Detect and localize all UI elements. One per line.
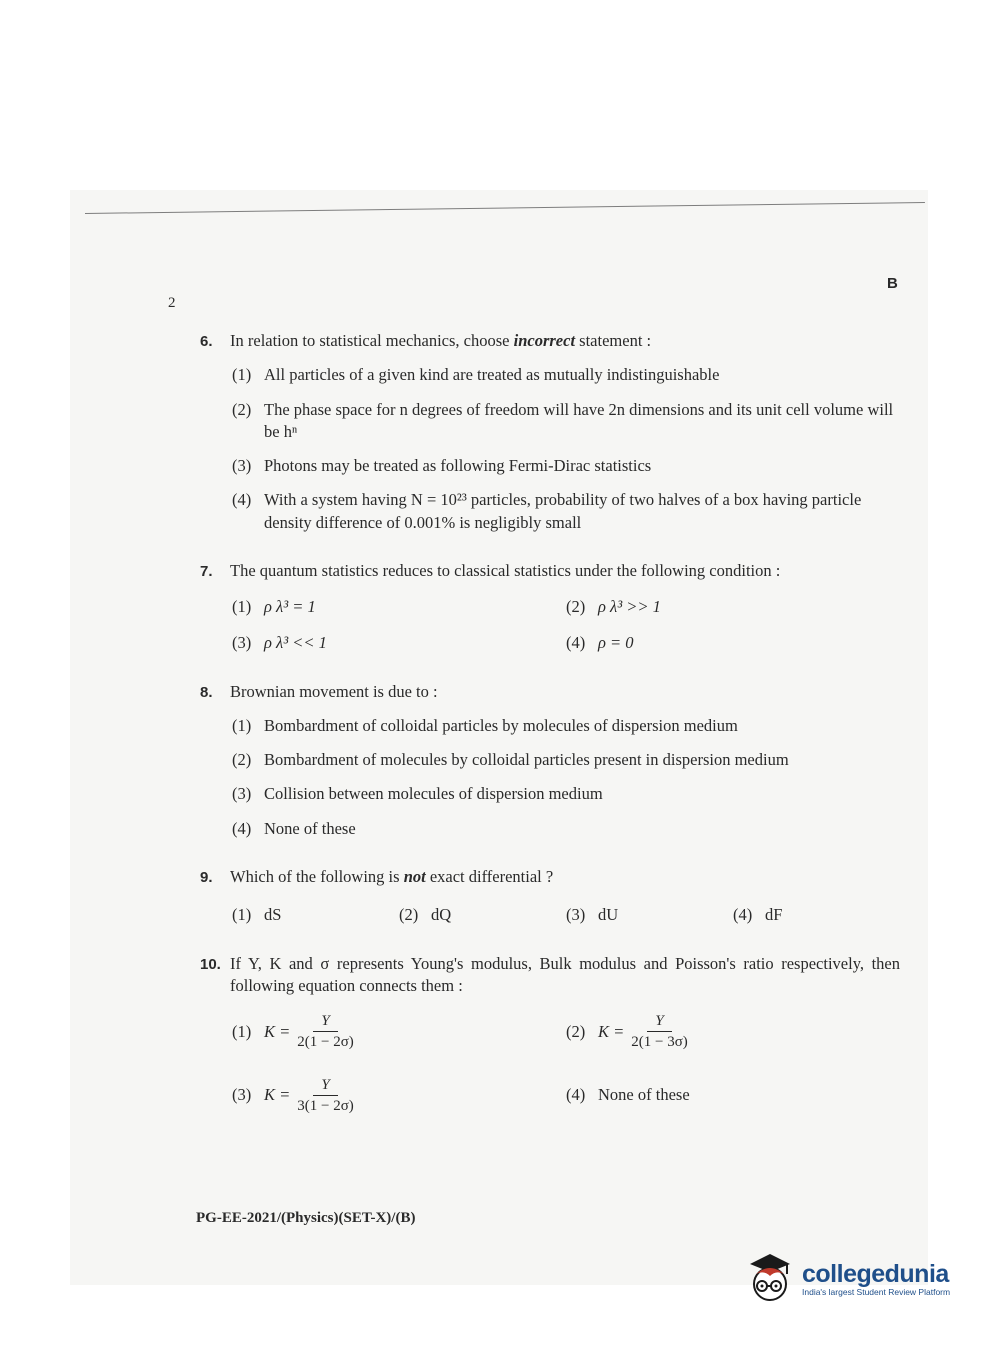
question-6 — [200, 330, 900, 534]
option: (2) ρ λ³ >> 1 — [566, 597, 661, 617]
question-number: 8. — [200, 683, 213, 701]
option: (2) K = $\frac{Y}{2(1 - 3\sigma)}$ — [566, 1011, 900, 1053]
question-text: The quantum statistics reduces to classical statistics under the following condition : — [230, 560, 781, 580]
option: (4) ρ = 0 — [566, 633, 634, 653]
question-7 — [200, 560, 900, 655]
question-10 — [200, 953, 900, 1117]
option: (3) K = $\frac{Y}{3(1 - 2\sigma)}$ — [232, 1075, 566, 1117]
option: (3) dU — [566, 905, 619, 925]
question-text: In relation to statistical mechanics, choose incorrect statement : — [230, 331, 652, 350]
option: (1) ρ λ³ = 1 — [232, 597, 316, 617]
set-code: B — [887, 275, 898, 292]
question-text: Which of the following is not exact differential ? — [230, 866, 554, 886]
question-number: 10. — [200, 955, 221, 973]
option: (1) All particles of a given kind are treated as mutually indistinguishable — [232, 365, 720, 385]
question-number: 7. — [200, 562, 213, 580]
emphasis: not — [403, 866, 426, 886]
option: (2) The phase space for n degrees of freedom will have 2n dimensions and its unit cell volume will be hⁿ — [232, 399, 894, 441]
page-number: 2 — [168, 295, 176, 311]
option: (3) ρ λ³ << 1 — [232, 633, 327, 653]
paper-code-footer: PG-EE-2021/(Physics)(SET-X)/(B) — [196, 1210, 416, 1226]
option: (4) With a system having N = 10²³ particles, probability of two halves of a box having particle density difference of 0.001% is negligibly small — [232, 490, 862, 532]
option: (2) Bombardment of molecules by colloidal particles present in dispersion medium — [232, 750, 789, 770]
emphasis: incorrect — [513, 331, 576, 350]
question-number: 9. — [200, 868, 213, 886]
option: (1) Bombardment of colloidal particles by molecules of dispersion medium — [232, 715, 738, 735]
question-text: If Y, K and σ represents Young's modulus, Bulk modulus and Poisson's ratio respectively, then following equation connects them : — [230, 953, 900, 995]
question-8 — [200, 681, 900, 840]
option: (1) K = $\frac{Y}{2(1 - 2\sigma)}$ — [232, 1011, 566, 1053]
collegedunia-logo — [742, 1248, 950, 1308]
question-text: Brownian movement is due to : — [230, 681, 438, 701]
option: (3) Collision between molecules of dispersion medium — [232, 784, 603, 804]
question-list — [200, 330, 900, 1142]
question-number: 6. — [200, 333, 213, 350]
fraction: $\frac{Y}{2(1 - 2\sigma)}$ — [297, 1013, 354, 1051]
option: (4) None of these — [232, 818, 356, 838]
fraction: $\frac{Y}{3(1 - 2\sigma)}$ — [297, 1076, 354, 1114]
mascot-icon — [742, 1248, 798, 1308]
option: (3) Photons may be treated as following Fermi-Dirac statistics — [232, 456, 652, 476]
option: (1) dS — [232, 905, 282, 925]
logo-wordmark: collegedunia — [802, 1259, 949, 1288]
option: (2) dQ — [399, 905, 452, 925]
fraction: $\frac{Y}{2(1 - 3\sigma)}$ — [631, 1013, 688, 1051]
option: (4) dF — [733, 905, 783, 925]
option: (4) None of these — [566, 1085, 690, 1105]
logo-tagline: India's largest Student Review Platform — [802, 1286, 951, 1297]
question-9 — [200, 866, 900, 927]
